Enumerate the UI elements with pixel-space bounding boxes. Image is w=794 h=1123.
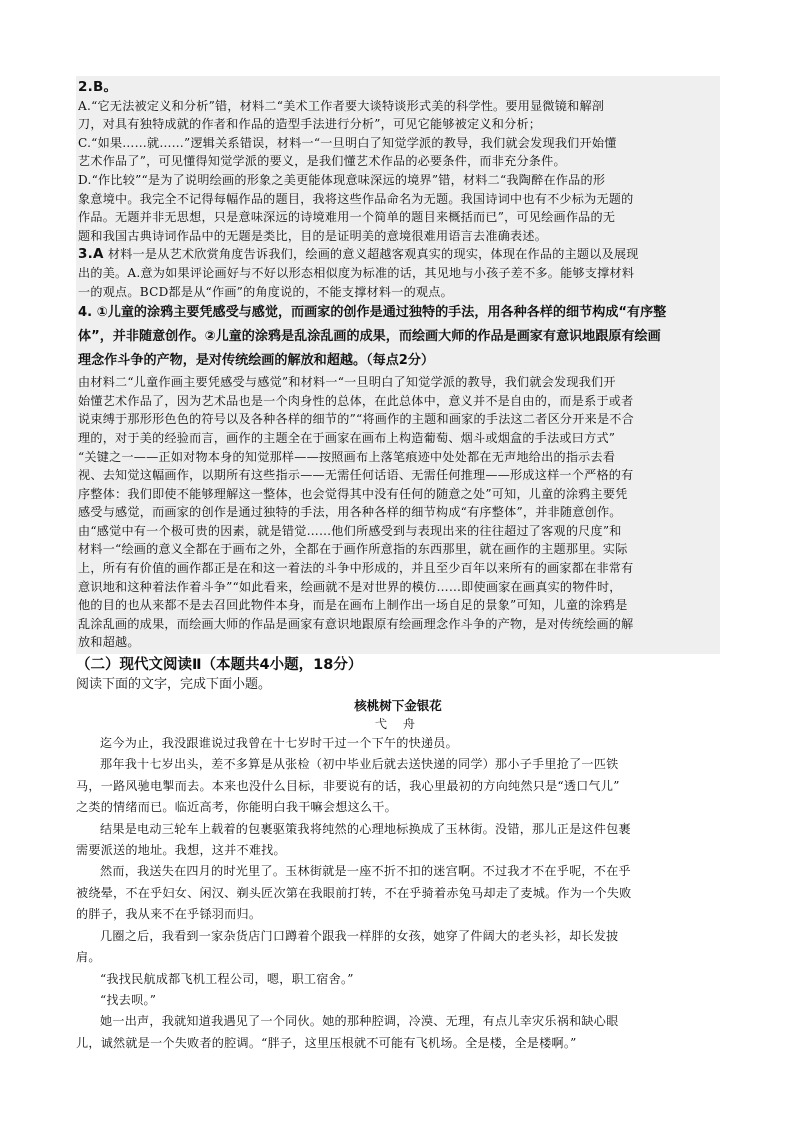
- q2-analysis-line: 作品。无题并非无思想，只是意味深远的诗境难用一个简单的题目来概括而已”，可见绘画作品的无: [78, 210, 616, 225]
- story-line: 的胖子，我从来不在乎铩羽而归。: [76, 907, 262, 922]
- q2-label: 2.B。: [78, 79, 118, 95]
- story-line: 肩。: [76, 950, 101, 965]
- story-line: 然而，我送失在四月的时光里了。玉林街就是一座不折不扣的迷宫啊。不过我才不在乎呢，不在乎: [100, 864, 631, 879]
- story-line: 那年我十七岁出头，差不多算是从张检（初中毕业后就去送快递的同学）那小子手里抢了一匹铁: [100, 757, 619, 772]
- q4-analysis-line: 放和超越。: [78, 635, 140, 650]
- q2-analysis-line: 刀，对具有独特成就的作者和作品的造型手法进行分析”，可见它能够被定义和分析；: [78, 117, 542, 132]
- q4-analysis-line: 材料一“绘画的意义全都在于画布之外，全都在于画作所意指的东西那里，就在画作的主题那里。实际: [78, 542, 628, 557]
- q4-analysis-line: 乱涂乱画的成果，而绘画大师的作品是画家有意识地跟原有绘画理念作斗争的产物，是对传统绘画的解: [78, 616, 634, 631]
- story-line: 结果是电动三轮车上载着的包裹驱策我将纯然的心理地标换成了玉林街。没错，那儿正是这件包裹: [100, 821, 631, 836]
- q2-analysis: [78, 97, 718, 246]
- story-line: 马，一路风驰电掣而去。本来也没什么目标，非要说有的话，我心里最初的方向纯然只是“透口气儿”: [76, 778, 620, 793]
- q4-analysis-line: 理的，对于美的经验而言，画作的主题全在于画家在画布上构造葡萄、烟斗或烟盒的手法或曰方式”: [78, 430, 616, 445]
- q4-analysis-line: 说束缚于那形形色色的符号以及各种各样的细节的”“将画作的主题和画家的手法这二者区分开来是不合: [78, 412, 634, 427]
- q4-analysis-line: 视、去知觉这幅画作，以期所有这些指示——无需任何话语、无需任何推理——形成这样一个严格的有: [78, 468, 634, 483]
- q4-analysis-line: 始懂艺术作品了，因为艺术品也是一个肉身性的总体，在此总体中，意义并不是自由的，而是系于或者: [78, 393, 634, 408]
- story-line: 几圈之后，我看到一家杂货店门口蹲着个跟我一样胖的女孩，她穿了件阔大的老头衫，却长发披: [100, 928, 619, 943]
- q4-answer-line: 4. ①儿童的涂鸦主要凭感受与感觉，而画家的创作是通过独特的手法，用各种各样的细节构成“有序整: [78, 305, 667, 321]
- story-line: 被绕晕，不在乎妇女、闲汉、剃头匠次第在我眼前打转，不在乎骑着赤兔马却走了麦城。作为一个失败: [76, 885, 632, 900]
- q4-answer: [78, 301, 718, 373]
- q4-analysis-line: 序整体：我们即使不能够理解这一整体，也会觉得其中没有任何的随意之处”可知，儿童的涂鸦主要凭: [78, 486, 628, 501]
- q2-analysis-line: 象意境中。我完全不记得每幅作品的题目，我将这些作品命名为无题。我国诗词中也有不少标为无题的: [78, 191, 634, 206]
- q3-analysis-line: [78, 245, 718, 264]
- story-line: 迄今为止，我没跟谁说过我曾在十七岁时干过一个下午的快递员。: [100, 736, 458, 751]
- q4-answer-line: 理念作斗争的产物，是对传统绘画的解放和超越。（每点2分）: [78, 353, 435, 369]
- story-author: 弋 舟: [374, 717, 422, 732]
- q4-analysis-line: 他的目的也从来都不是去召回此物件本身，而是在画布上制作出一场自足的景象”可知，儿童的涂鸦是: [78, 598, 628, 613]
- q4-analysis-line: 感受与感觉，而画家的创作是通过独特的手法，用各种各样的细节构成“有序整体”，并非随意创作。: [78, 505, 622, 520]
- q4-analysis-line: 由材料二“儿童作画主要凭感受与感觉”和材料一“一旦明白了知觉学派的教导，我们就会发现我们开: [78, 375, 616, 390]
- story-line: “我找民航成都飞机工程公司，嗯，职工宿舍。”: [100, 971, 354, 986]
- q3-analysis-line: 出的美。A.意为如果评论画好与不好以形态相似度为标准的话，其见地与小孩子差不多。能够支撑材料: [78, 265, 635, 280]
- page: [76, 76, 720, 1054]
- story-line: 儿，诚然就是一个失败者的腔调。“胖子，这里压根就不可能有飞机场。全是楼，全是楼啊。”: [76, 1035, 577, 1050]
- q2-analysis-line: 题和我国古典诗词作品中的无题是类比，目的是证明美的意境很难用语言去准确表述。: [78, 228, 548, 243]
- q2-analysis-line: 艺术作品了”，可见懂得知觉学派的要义，是我们懂艺术作品的必要条件，而非充分条件。: [78, 154, 566, 169]
- q4-analysis: [78, 373, 718, 652]
- q4-answer-line: 体”，并非随意创作。②儿童的涂鸦是乱涂乱画的成果，而绘画大师的作品是画家有意识地跟原有绘画: [78, 329, 661, 345]
- section-instruction: 阅读下面的文字，完成下面小题。: [76, 677, 272, 693]
- story-body: [76, 733, 720, 1054]
- q4-analysis-line: 由“感觉中有一个极可贵的因素，就是错觉……他们所感受到与表现出来的往往超过了客观的尺度”和: [78, 523, 622, 538]
- answer-analysis-block: [76, 76, 720, 654]
- q3-text: 材料一是从艺术欣赏角度告诉我们，绘画的意义超越客观真实的现实，体现在作品的主题以及展现: [107, 247, 639, 262]
- q2-analysis-line: C.“如果……就……”逻辑关系错误，材料一“一旦明白了知觉学派的教导，我们就会发现我们开始懂: [78, 135, 617, 150]
- q4-analysis-line: 上，所有有价值的画作都正是在和这一着法的斗争中形成的，并且至少百年以来所有的画家都在非常有: [78, 561, 634, 576]
- q3-analysis-line: 一的观点。BCD都是从“作画”的角度说的，不能支撑材料一的观点。: [78, 284, 453, 299]
- q4-analysis-line: “关键之一——正如对物本身的知觉那样——按照画布上落笔痕迹中处处都在无声地给出的指示去看: [78, 449, 616, 464]
- q4-analysis-line: 意识地和这种着法作着斗争”“如此看来，绘画就不是对世界的模仿……即使画家在画真实的物件时，: [78, 579, 622, 594]
- story-line: “找去呗。”: [100, 992, 157, 1007]
- story-title: 核桃树下金银花: [354, 698, 442, 714]
- story-line: 之类的情绪而已。临近高考，你能明白我干嘛会想这么干。: [76, 800, 397, 815]
- q2-analysis-line: D.“作比较”“是为了说明绘画的形象之美更能体现意味深远的境界”错，材料二“我陶醉在作品的形: [78, 172, 606, 187]
- q2-analysis-line: A.“它无法被定义和分析”错，材料二“美术工作者要大谈特谈形式美的科学性。要用显微镜和解剖: [78, 98, 605, 113]
- q3-label: 3.A: [78, 246, 104, 263]
- story-line: 需要派送的地址。我想，这并不难找。: [76, 843, 286, 858]
- story-line: 她一出声，我就知道我遇见了一个同伙。她的那种腔调，冷漠、无理，有点儿幸灾乐祸和缺心眼: [100, 1014, 619, 1029]
- section-heading: （二）现代文阅读Ⅱ（本题共4小题，18分）: [76, 657, 363, 674]
